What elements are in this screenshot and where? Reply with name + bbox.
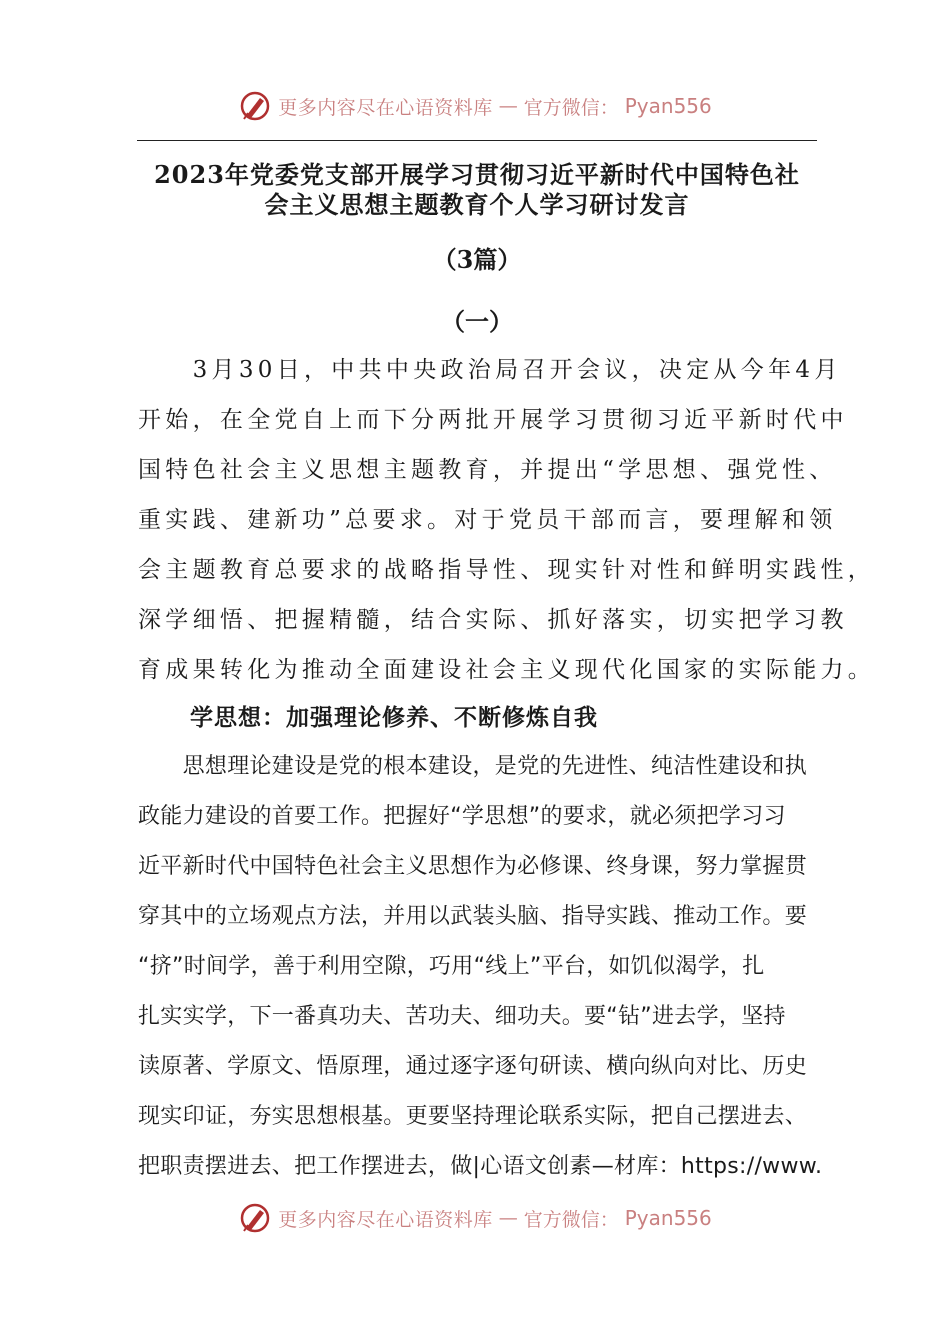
paragraph-line: 扎实实学，下一番真功夫、苦功夫、细功夫。要“钻”进去学，坚持 (138, 1004, 786, 1029)
header-divider (137, 140, 817, 141)
paragraph-line: 穿其中的立场观点方法，并用以武装头脑、指导实践、推动工作。要 (138, 904, 808, 929)
part-label: （一） (441, 307, 513, 336)
paragraph-line: 近平新时代中国特色社会主义思想作为必修课、终身课，努力掌握贯 (138, 854, 808, 879)
paragraph-body (138, 742, 828, 1192)
watermark-label: 官方微信： (523, 1208, 619, 1231)
watermark-wechat-id: Pyan556 (624, 1206, 712, 1230)
document-subtitle: （3篇） (432, 245, 522, 274)
footer-watermark (0, 1198, 950, 1238)
paragraph-line: 深学细悟、把握精髓，结合实际、抓好落实，切实把学习教 (138, 607, 848, 633)
document-title (137, 160, 817, 220)
pen-nib-logo-icon (238, 1201, 272, 1235)
section-heading: 学思想：加强理论修养、不断修炼自我 (190, 705, 598, 731)
header-watermark (0, 86, 950, 126)
watermark-label: 官方微信： (523, 96, 619, 119)
paragraph-line: 思想理论建设是党的根本建设，是党的先进性、纯洁性建设和执 (138, 754, 808, 779)
paragraph-line: 会主题教育总要求的战略指导性、现实针对性和鲜明实践性， (138, 557, 876, 583)
paragraph-line: 政能力建设的首要工作。把握好“学思想”的要求，就必须把学习习 (138, 804, 786, 829)
title-line: 会主义思想主题教育个人学习研讨发言 (264, 190, 690, 219)
watermark-separator: — (498, 95, 518, 117)
paragraph-line: 育成果转化为推动全面建设社会主义现代化国家的实际能力。 (138, 657, 876, 683)
paragraph-line: 国特色社会主义思想主题教育，并提出“学思想、强党性、 (138, 457, 837, 483)
pen-nib-logo-icon (238, 89, 272, 123)
paragraph-line: 把职责摆进去、把工作摆进去，做|心语文创素—材库：https://www. (138, 1154, 823, 1179)
paragraph-line: 重实践、建新功”总要求。对于党员干部而言，要理解和领 (138, 507, 837, 533)
paragraph-intro (138, 345, 876, 695)
watermark-wechat-id: Pyan556 (624, 94, 712, 118)
paragraph-line: 3月30日，中共中央政治局召开会议，决定从今年4月 (138, 357, 842, 383)
watermark-text: 更多内容尽在心语资料库 (278, 96, 493, 119)
watermark-text: 更多内容尽在心语资料库 (278, 1208, 493, 1231)
watermark-separator: — (498, 1207, 518, 1229)
paragraph-line: 开始，在全党自上而下分两批开展学习贯彻习近平新时代中 (138, 407, 848, 433)
paragraph-line: 读原著、学原文、悟原理，通过逐字逐句研读、横向纵向对比、历史 (138, 1054, 808, 1079)
paragraph-line: “挤”时间学，善于利用空隙，巧用“线上”平台，如饥似渴学，扎 (138, 954, 765, 979)
paragraph-line: 现实印证，夯实思想根基。更要坚持理论联系实际，把自己摆进去、 (138, 1104, 808, 1129)
title-line: 2023年党委党支部开展学习贯彻习近平新时代中国特色社 (154, 160, 800, 189)
